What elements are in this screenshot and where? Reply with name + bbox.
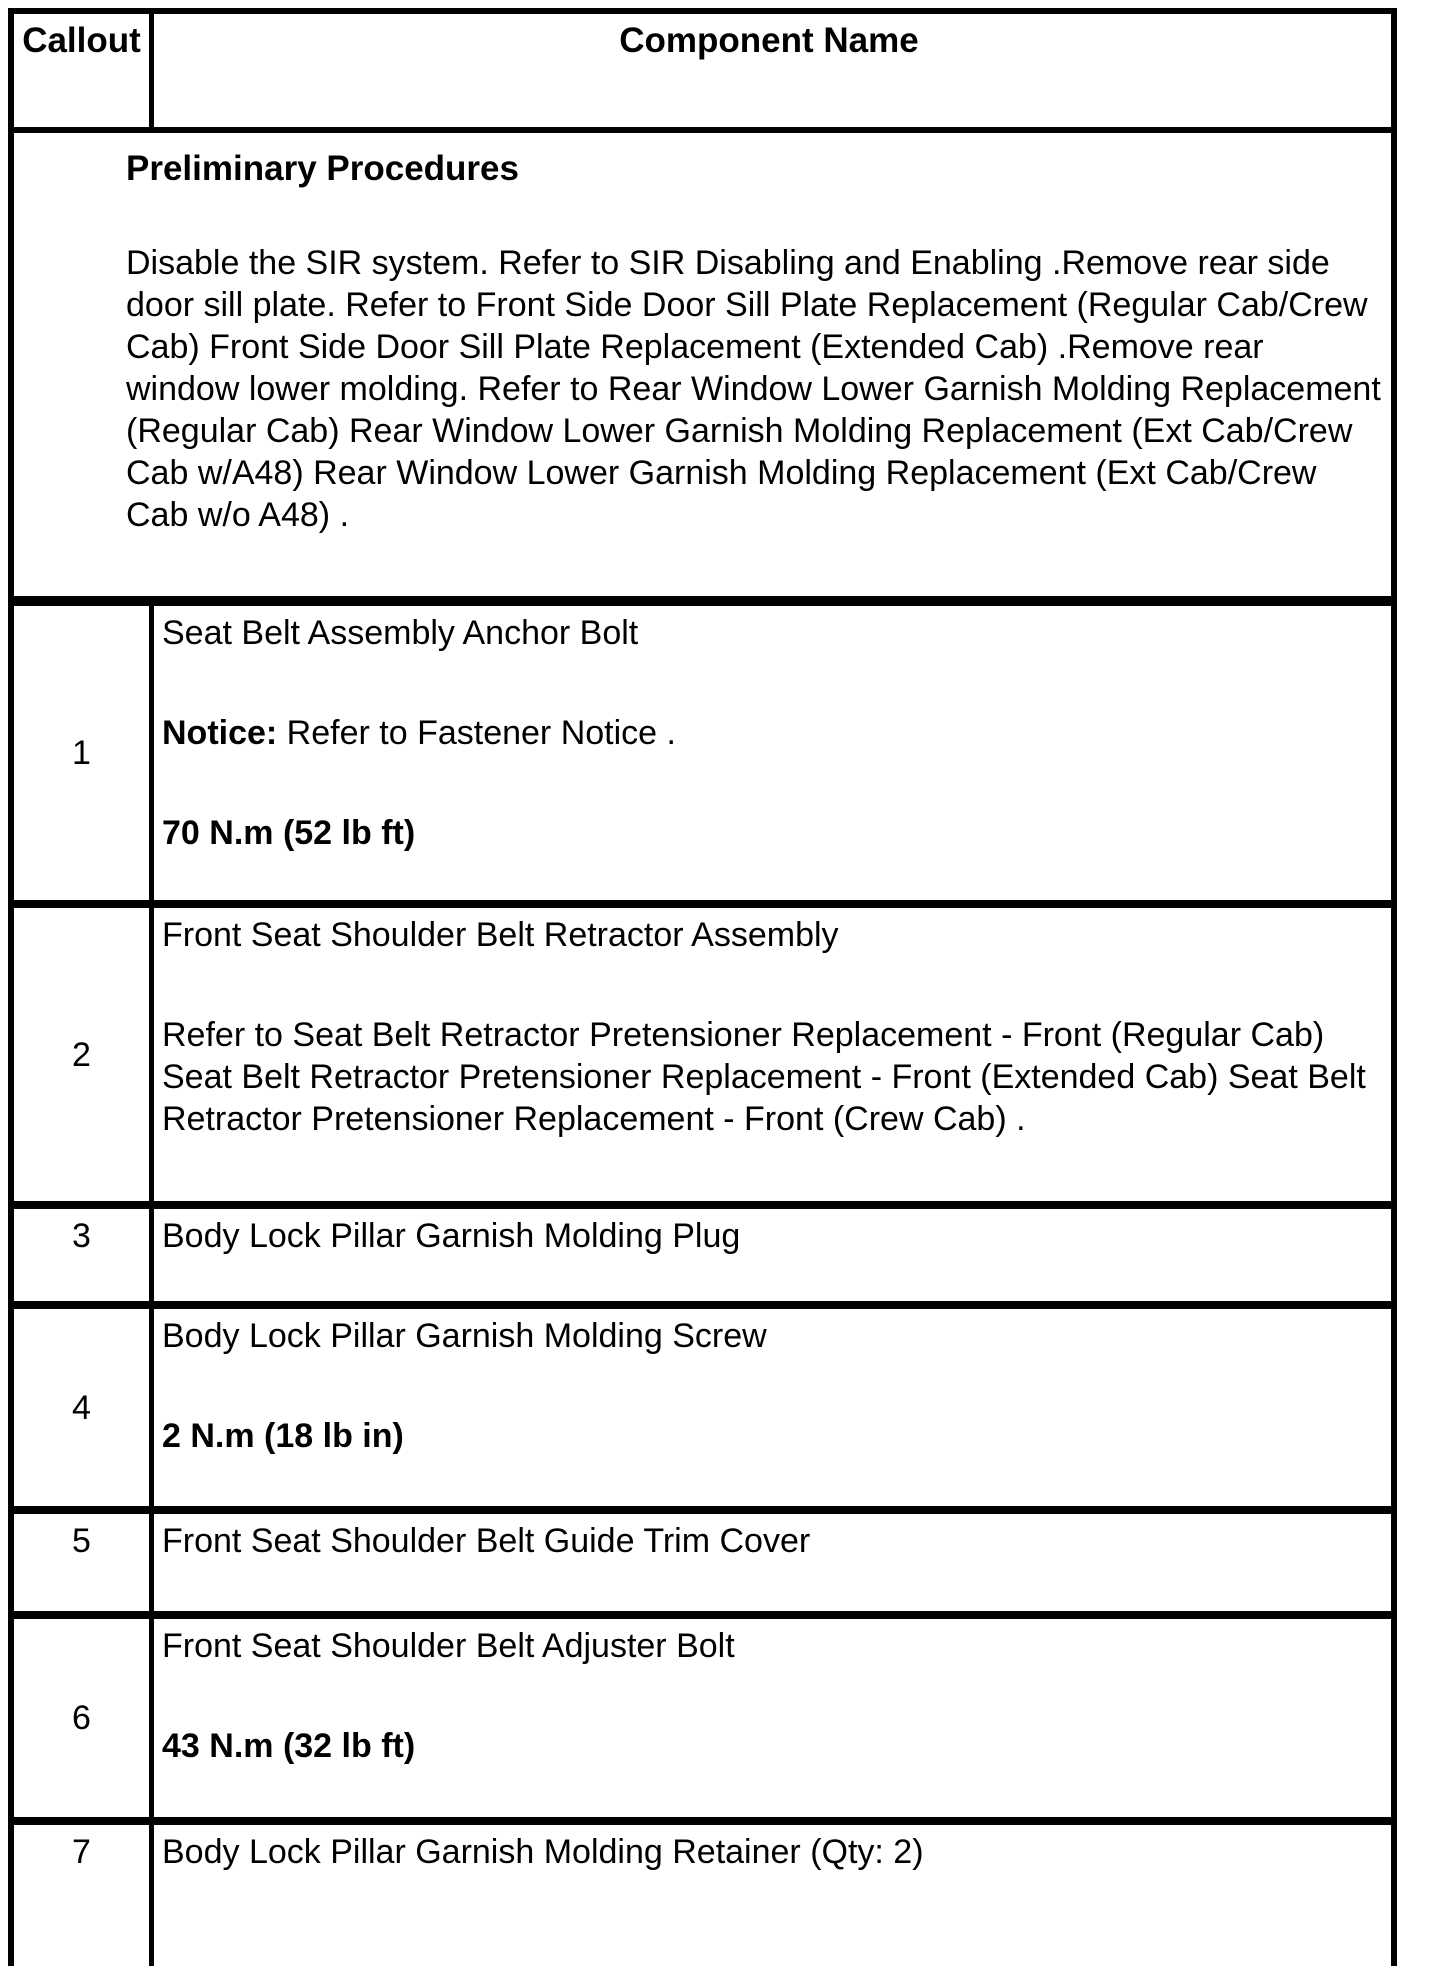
torque-spec: 70 N.m (52 lb ft)	[162, 814, 416, 852]
torque-spec: 2 N.m (18 lb in)	[162, 1417, 404, 1455]
component-title: Body Lock Pillar Garnish Molding Retainer (Qty: 2)	[162, 1833, 924, 1871]
callout-column-header: Callout	[14, 14, 154, 127]
table-row-callout-4	[14, 1301, 1391, 1506]
table-row-callout-6	[14, 1611, 1391, 1817]
preliminary-procedures-body: Disable the SIR system. Refer to SIR Disabling and Enabling .Remove rear side door sill plate. Refer to Front Side Door Sill Plate Replacement (Regular Cab/Crew Cab) Front Side Door Sill Plate Replacement (Extended Cab) .Remove rear window lower molding. Refer to Rear Window Lower Garnish Molding Replacement (Regular Cab) Rear Window Lower Garnish Molding Replacement (Ext Cab/Crew Cab w/A48) Rear Window Lower Garnish Molding Replacement (Ext Cab/Crew Cab w/o A48) .	[126, 244, 1381, 534]
table-row-callout-1	[14, 596, 1391, 900]
component-title: Body Lock Pillar Garnish Molding Plug	[162, 1217, 741, 1255]
notice-text: Refer to Fastener Notice .	[277, 714, 676, 752]
callout-number: 4	[14, 1309, 154, 1506]
callout-number: 3	[14, 1209, 154, 1301]
torque-spec: 43 N.m (32 lb ft)	[162, 1727, 416, 1765]
component-cell	[154, 1309, 1391, 1506]
component-cell	[154, 1209, 1391, 1301]
component-cell	[154, 1825, 1391, 1966]
component-cell	[154, 1619, 1391, 1817]
callout-number: 2	[14, 908, 154, 1201]
table-row-callout-3	[14, 1201, 1391, 1301]
callout-number: 7	[14, 1825, 154, 1966]
notice-label: Notice:	[162, 714, 278, 752]
callout-number: 5	[14, 1514, 154, 1611]
table-row-callout-5	[14, 1506, 1391, 1611]
component-cell	[154, 908, 1391, 1201]
callout-component-table	[8, 8, 1397, 1966]
callout-number: 6	[14, 1619, 154, 1817]
component-title: Seat Belt Assembly Anchor Bolt	[162, 614, 639, 652]
callout-number: 1	[14, 606, 154, 900]
preliminary-procedures-cell	[14, 133, 1391, 596]
component-title: Front Seat Shoulder Belt Adjuster Bolt	[162, 1627, 735, 1665]
notice-line	[162, 712, 1376, 754]
component-name-column-header: Component Name	[619, 21, 919, 60]
component-title: Front Seat Shoulder Belt Retractor Assembly	[162, 916, 839, 954]
preliminary-procedures-title: Preliminary Procedures	[126, 149, 519, 188]
preliminary-procedures-row	[14, 127, 1391, 596]
component-title: Front Seat Shoulder Belt Guide Trim Cover	[162, 1522, 811, 1560]
component-title: Body Lock Pillar Garnish Molding Screw	[162, 1317, 767, 1355]
table-row-callout-2	[14, 900, 1391, 1201]
component-cell	[154, 1514, 1391, 1611]
table-header-row	[14, 14, 1391, 127]
table-row-callout-7	[14, 1817, 1391, 1966]
component-cell	[154, 606, 1391, 900]
component-body: Refer to Seat Belt Retractor Pretensioner Replacement - Front (Regular Cab) Seat Belt Retractor Pretensioner Replacement - Front (Extended Cab) Seat Belt Retractor Pretensioner Replacement - Front (Crew Cab) .	[162, 1016, 1366, 1138]
